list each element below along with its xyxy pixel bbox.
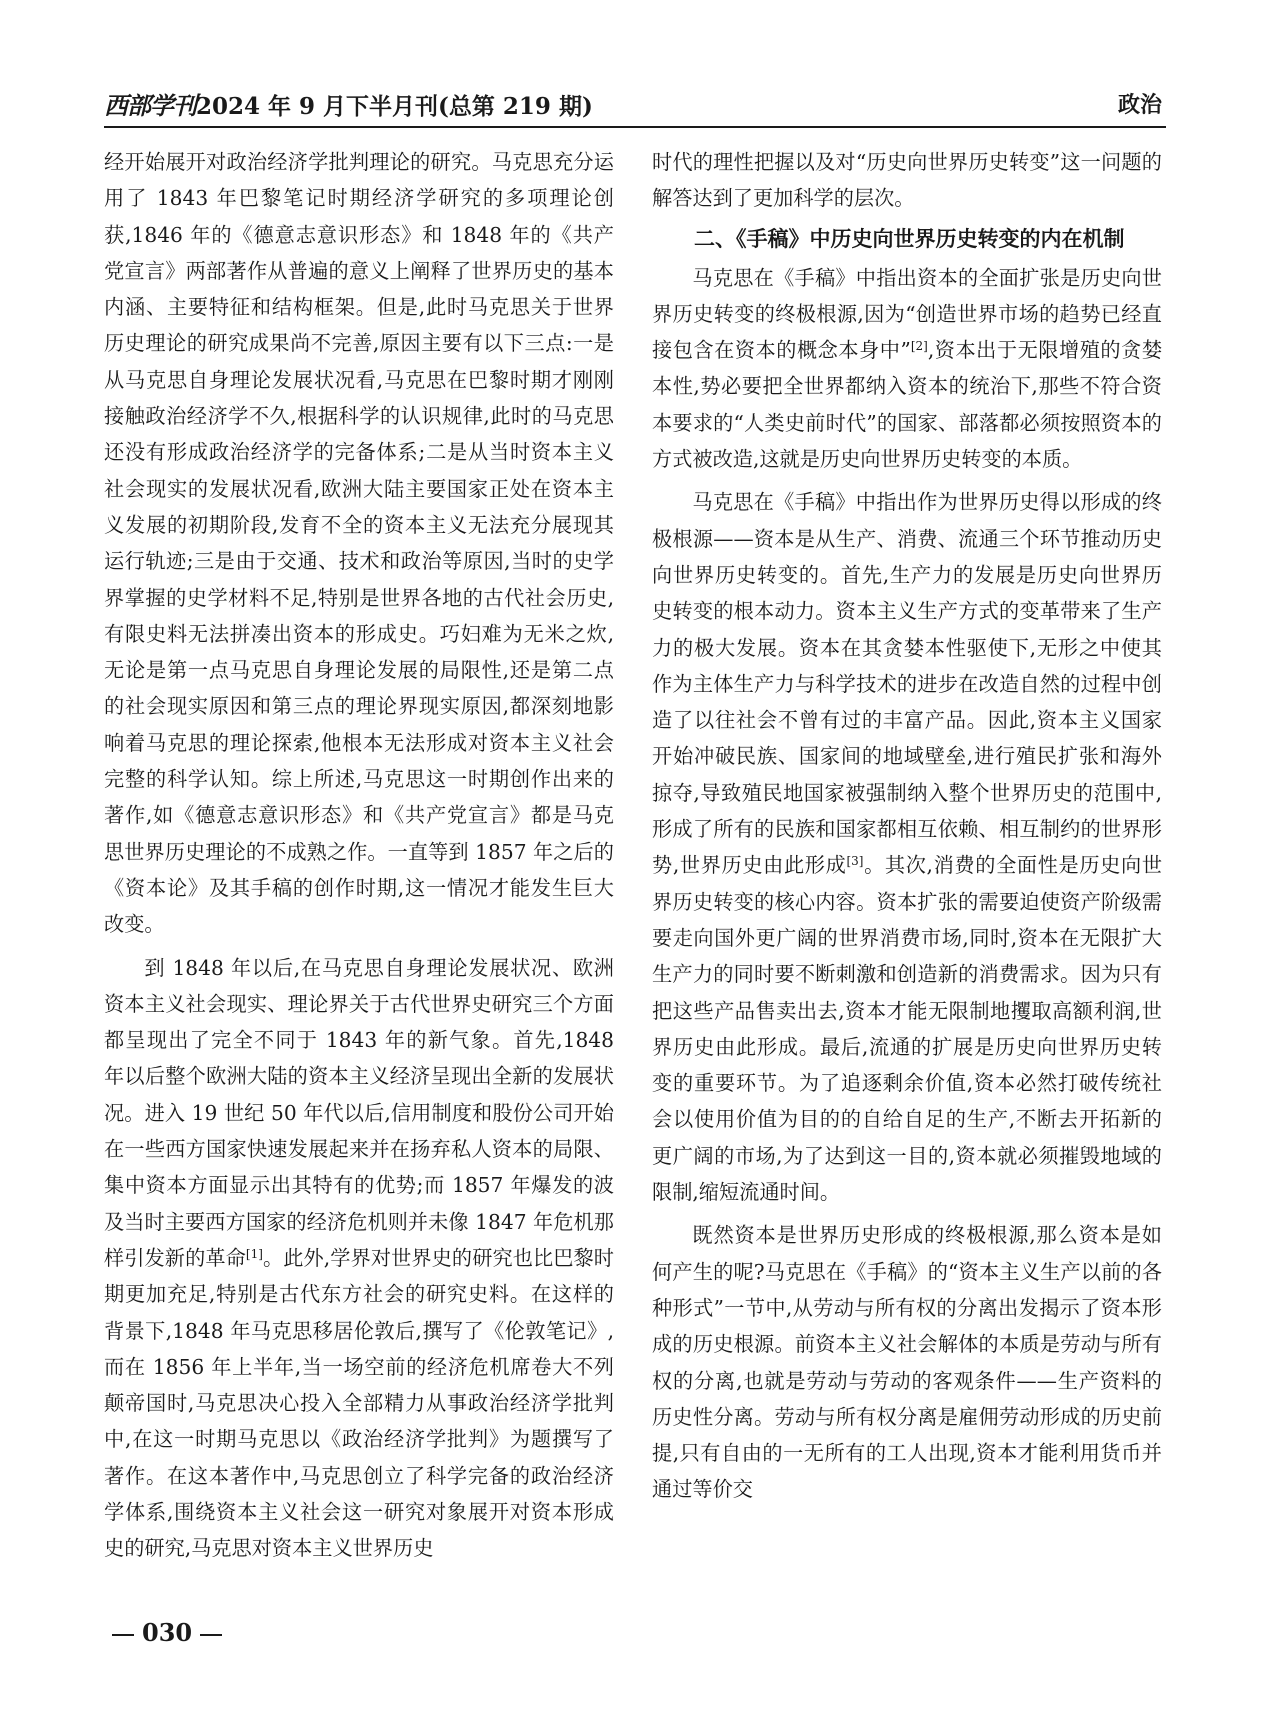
paragraph-text: 。其次,消费的全面性是历史向世界历史转变的核心内容。资本扩张的需要迫使资产阶级需要走向国外更广阔的世界消费市场,同时,资本在无限扩大生产力的同时要不断刺激和创造新的消费需求。因为只有把这些产品售卖出去,资本才能无限制地攫取高额利润,世界历史由此形成。最后,流通的扩展是历史向世界历史转变的重要环节。为了追逐剩余价值,资本必然打破传统社会以使用价值为目的的自给自足的生产,不断去开拓新的更广阔的市场,为了达到这一目的,资本就必须摧毁地域的限制,缩短流通时间。 [652,853,1163,1205]
paragraph: 既然资本是世界历史形成的终极根源,那么资本是如何产生的呢?马克思在《手稿》的“资本主义生产以前的各种形式”一节中,从劳动与所有权的分离出发揭示了资本形成的历史根源。前资本主义社会解体的本质是劳动与所有权的分离,也就是劳动与劳动的客观条件——生产资料的历史性分离。劳动与所有权分离是雇佣劳动形成的历史前提,只有自由的一无所有的工人出现,资本才能利用货币并通过等价交 [652,1223,1162,1502]
page-number: 030 [142,1618,193,1647]
section-name: 政治 [1117,93,1162,118]
paragraph-text: 。此外,学界对世界史的研究也比巴黎时期更加充足,特别是古代东方社会的研究史料。在这样的背景下,1848 年马克思移居伦敦后,撰写了《伦敦笔记》,而在 1856 年上半年,当一场空前的经济危机席卷大不列颠帝国时,马克思决心投入全部精力从事政治经济学批判中,在这一时期马克思以《政治经济学批判》为题撰写了著作。在这本著作中,马克思创立了科学完备的政治经济学体系,围绕资本主义社会这一研究对象展开对资本形成史的研究,马克思对资本主义世界历史 [104,1245,614,1561]
running-header [104,92,1166,122]
citation-ref: [3] [846,854,864,869]
journal-title [104,92,593,121]
paragraph-continued: 经开始展开对政治经济学批判理论的研究。马克思充分运用了 1843 年巴黎笔记时期经济学研究的多项理论创获,1846 年的《德意志意识形态》和 1848 年的《共产党宣言》两部著作从普遍的意义上阐释了世界历史的基本内涵、主要特征和结构框架。但是,此时马克思关于世界历史理论的研究成果尚不完善,原因主要有以下三点:一是从马克思自身理论发展状况看,马克思在巴黎时期才刚刚接触政治经济学不久,根据科学的认识规律,此时的马克思还没有形成政治经济学的完备体系;二是从当时资本主义社会现实的发展状况看,欧洲大陆主要国家正处在资本主义发展的初期阶段,发育不全的资本主义无法充分展现其运行轨迹;三是由于交通、技术和政治等原因,当时的史学界掌握的史学材料不足,特别是世界各地的古代社会历史,有限史料无法拼凑出资本的形成史。巧妇难为无米之炊,无论是第一点马克思自身理论发展的局限性,还是第二点的社会现实原因和第三点的理论界现实原因,都深刻地影响着马克思的理论探索,他根本无法形成对资本主义社会完整的科学认知。综上所述,马克思这一时期创作出来的著作,如《德意志意识形态》和《共产党宣言》都是马克思世界历史理论的不成熟之作。一直等到 1857 年之后的《资本论》及其手稿的创作时期,这一情况才能发生巨大改变。 [104,150,614,937]
citation-ref: [2] [910,339,928,354]
footer-dash [112,1634,134,1636]
footer-dash [200,1634,222,1636]
paragraph-text: 马克思在《手稿》中指出资本的全面扩张是历史向世界历史转变的终极根源,因为“创造世界市场的趋势已经直接包含在资本的概念本身中” [652,265,1162,363]
left-column [104,144,614,1567]
header-rule [104,126,1166,128]
paragraph-text: 到 1848 年以后,在马克思自身理论发展状况、欧洲资本主义社会现实、理论界关于古代世界史研究三个方面都呈现出了完全不同于 1843 年的新气象。首先,1848 年以后整个欧洲大陆的资本主义经济呈现出全新的发展状况。进入 19 世纪 50 年代以后,信用制度和股份公司开始在一些西方国家快速发展起来并在扬弃私人资本的局限、集中资本方面显示出其特有的优势;而 1857 年爆发的波及当时主要西方国家的经济危机则并未像 1847 年危机那样引发新的革命 [104,955,614,1270]
citation-ref: [1] [245,1246,263,1261]
paragraph-text: ,资本出于无限增殖的贪婪本性,势必要把全世界都纳入资本的统治下,那些不符合资本要求的“人类史前时代”的国家、部落都必须按照资本的方式被改造,这就是历史向世界历史转变的本质。 [652,338,1163,472]
paragraph [104,950,614,1567]
paragraph [652,484,1162,1210]
paragraph [652,260,1162,478]
issue-info: 2024 年 9 月下半月刊(总第 219 期) [196,93,593,120]
right-column [652,144,1162,1508]
paragraph-text: 马克思在《手稿》中指出作为世界历史得以形成的终极根源——资本是从生产、消费、流通三个环节推动历史向世界历史转变的。首先,生产力的发展是历史向世界历史转变的根本动力。资本主义生产方式的变革带来了生产力的极大发展。资本在其贪婪本性驱使下,无形之中使其作为主体生产力与科学技术的进步在改造自然的过程中创造了以往社会不曾有过的丰富产品。因此,资本主义国家开始冲破民族、国家间的地域壁垒,进行殖民扩张和海外掠夺,导致殖民地国家被强制纳入整个世界历史的范围中,形成了所有的民族和国家都相互依赖、相互制约的世界形势,世界历史由此形成 [652,490,1162,878]
page-footer [104,1618,230,1648]
journal-logo: 西部学刊 [104,91,196,120]
paragraph-continued: 时代的理性把握以及对“历史向世界历史转变”这一问题的解答达到了更加科学的层次。 [652,150,1162,211]
section-heading: 二、《手稿》中历史向世界历史转变的内在机制 [694,226,1125,251]
